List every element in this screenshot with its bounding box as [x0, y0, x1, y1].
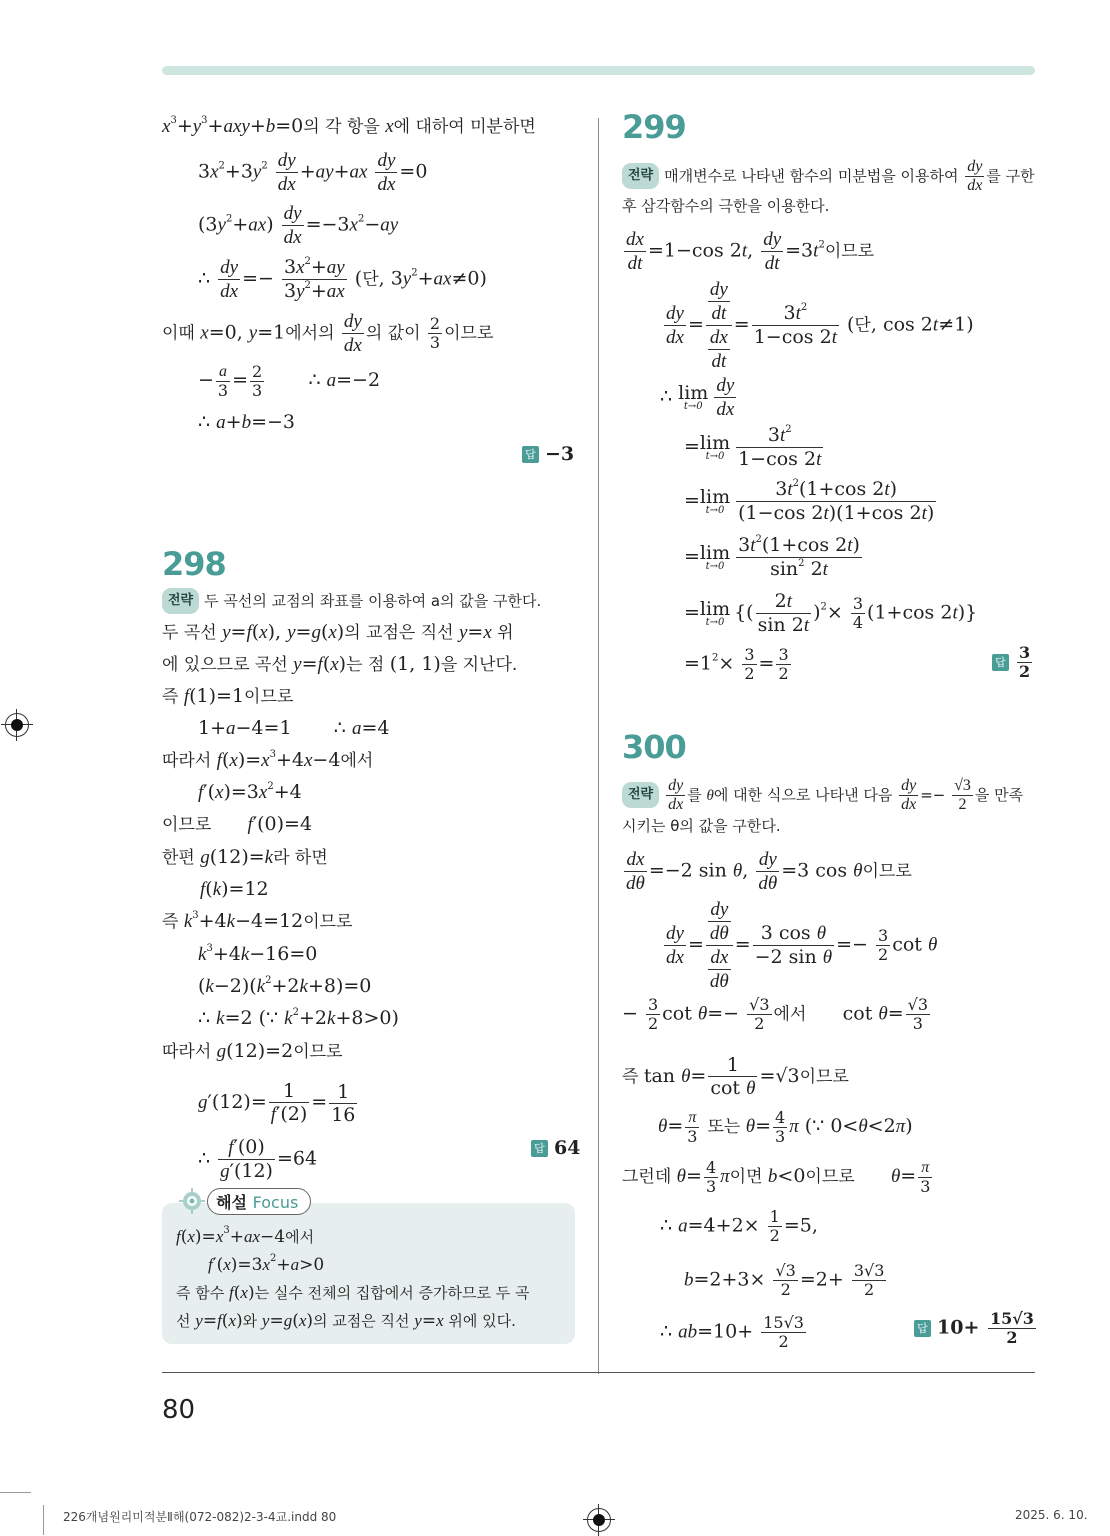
p298-line-11: $k^3+4k-16=0$ [198, 943, 318, 965]
cont-line-7: ∴ a+b=−3 [198, 411, 295, 433]
cont-line-4: ∴ $\frac{dy}{dx}$ =− $\frac{3x^2+ay}{3y^2+ax}$ (단, $3y^2+ax\ne 0$) [198, 256, 487, 302]
strategy-299-line-1: 전략 매개변수로 나타낸 함수의 미분법을 이용하여 $\frac{dy}{dx}$ 를 구한 [622, 158, 1035, 195]
focus-header [178, 1187, 311, 1215]
p298-line-1: 두 곡선 y=f(x), y=g(x)의 교점은 직선 y=x 위 [162, 621, 514, 643]
p299-line-1: $\frac{dx}{dt}$ =1−cos 2t, $\frac{dy}{dt}$ $=3t^2$이므로 [626, 229, 875, 274]
focus-box [162, 1203, 575, 1344]
p299-line-3: ∴ lim t→0 $\frac{dy}{dx}$ [660, 375, 735, 420]
strategy-298: 전략 두 곡선의 교점의 좌표를 이용하여 a의 값을 구한다. [162, 588, 541, 614]
answer-297: 답 −3 [522, 443, 574, 465]
problem-number-300: 300 [622, 728, 686, 766]
p299-line-5: =lim t→0 $\frac{3t^2(1+\cos 2t)}{(1-\cos 2t)(1+\cos 2t)}$ [684, 478, 935, 524]
p300-line-4: 즉 tan θ= $\frac{1}{\text{cot θ}}$ =√3이므로 [622, 1054, 849, 1099]
strategy-299-line-2: 후 삼각함수의 극한을 이용한다. [622, 197, 830, 215]
strategy-tag: 전략 [622, 782, 659, 808]
registration-mark-icon [5, 713, 29, 737]
cont-line-6: − $\frac{a}{3}$ = $\frac{2}{3}$ ∴ a=−2 [198, 361, 381, 400]
p300-line-9: ∴ ab=10+ $\frac{15√3}{2}$ [660, 1313, 804, 1351]
p300-line-2: $\frac{dy}{dx}$ = $\frac{\frac{dy}{d\theta}}{\frac{dx}{d\theta}}$ = $\frac{\text{3 cos θ}}{\text{−2 sin θ}}$ =− $\frac{3}{2}$ cot θ [666, 899, 938, 992]
p299-line-4: =lim t→0 $\frac{3t^2}{1-\cos 2t}$ [684, 424, 822, 470]
page-number: 80 [162, 1395, 196, 1425]
p298-line-14: 따라서 g(12)=2이므로 [162, 1040, 343, 1062]
p298-line-4: 1+a−4=1 ∴ a=4 [198, 717, 390, 739]
p299-line-8: $=1^2\times$ $\frac{3}{2}$ = $\frac{3}{2}$ [684, 645, 789, 683]
p299-line-6: =lim t→0 $\frac{3t^2(1+\cos 2t)}{\sin^2 2t}$ [684, 534, 860, 580]
cont-line-5: 이때 x=0, y=1에서의 $\frac{dy}{dx}$ 의 값이 $\frac{2}{3}$ 이므로 [162, 311, 494, 356]
p300-line-3: − $\frac{3}{2}$ cot θ=− $\frac{√3}{2}$ 에서 cot θ= $\frac{√3}{3}$ [622, 995, 929, 1033]
answer-label-icon: 답 [914, 1320, 931, 1337]
p298-line-10: 즉 $k^3+4k-4=12$이므로 [162, 910, 353, 932]
p300-line-1: $\frac{dx}{d\theta}$ =−2 sin θ, $\frac{dy}{d\theta}$ =3 cos θ이므로 [626, 849, 912, 894]
focus-title: 해설 Focus [207, 1188, 311, 1215]
answer-label-icon: 답 [531, 1140, 548, 1157]
p300-line-8: b=2+3× $\frac{√3}{2}$ =2+ $\frac{3√3}{2}$ [684, 1261, 885, 1299]
column-divider [598, 118, 599, 1374]
target-icon [178, 1187, 206, 1215]
problem-number-298: 298 [162, 545, 226, 583]
problem-number-299: 299 [622, 108, 686, 146]
p300-line-5: θ= $\frac{\pi}{3}$ 또는 θ= $\frac{4}{3}$ π (∵ 0<θ<2π) [658, 1107, 913, 1146]
cont-line-3: $(3y^2+ax)$ $\frac{dy}{dx}$ $=-3x^2-ay$ [198, 203, 399, 248]
strategy-300-line-2: 시키는 θ의 값을 구한다. [622, 817, 781, 835]
header-bar [162, 66, 1035, 75]
footer-filename: 226개념원리미적분Ⅱ해(072-082)2-3-4교.indd 80 [63, 1510, 337, 1524]
p298-line-7: 이므로 f′(0)=4 [162, 813, 313, 835]
strategy-300-line-1: 전략 $\frac{dy}{dx}$ 를 θ에 대한 식으로 나타낸 다음 $\frac{dy}{dx}$ =− $\frac{√3}{2}$ 을 만족 [622, 777, 1023, 814]
p299-line-2: $\frac{dy}{dx}$ = $\frac{\frac{dy}{dt}}{\frac{dx}{dt}}$ = $\frac{3t^2}{1-\cos 2t}$ (단, cos 2t≠1) [666, 279, 974, 372]
cont-line-1: $x^3+y^3+axy+b=0$의 각 항을 x에 대하여 미분하면 [162, 115, 536, 137]
p299-line-7: =lim t→0 {( $\frac{2t}{\sin 2t}$ )$^2$× $\frac{3}{4}$ (1+cos 2t)} [684, 590, 978, 636]
strategy-tag: 전략 [162, 588, 199, 614]
crop-mark [43, 1505, 44, 1535]
crop-mark [0, 1492, 31, 1493]
p298-line-6: $f'(x)=3x^2+4$ [198, 781, 302, 803]
p298-line-9: f(k)=12 [200, 878, 269, 900]
answer-298: 답 64 [531, 1137, 580, 1159]
bottom-divider [162, 1372, 1035, 1373]
answer-label-icon: 답 [522, 446, 539, 463]
answer-299: 답 $\frac{3}{2}$ [992, 644, 1034, 681]
p298-line-5: 따라서 $f(x)=x^3+4x-4$에서 [162, 749, 374, 771]
p298-line-15: g′(12)= $\frac{1}{f'(2)}$ = $\frac{1}{16}$ [198, 1080, 356, 1126]
p298-line-12: $(k-2)(k^2+2k+8)=0$ [198, 975, 372, 997]
footer-date: 2025. 6. 10. [1015, 1508, 1088, 1522]
focus-line-2: $f'(x)=3x^2+a>0$ [208, 1253, 325, 1275]
registration-mark-icon [587, 1508, 611, 1532]
p298-line-8: 한편 g(12)=k라 하면 [162, 846, 328, 868]
focus-line-1: $f(x)=x^3+ax-4$에서 [176, 1225, 315, 1247]
p298-line-13: ∴ k=2 (∵ $k^2+2k+8>0$) [198, 1007, 399, 1029]
p298-line-16: ∴ $\frac{f'(0)}{g'(12)}$ =64 [198, 1136, 318, 1182]
p298-line-2: 에 있으므로 곡선 y=f(x)는 점 (1, 1)을 지난다. [162, 653, 518, 675]
answer-300: 답 10+ $\frac{15√3}{2}$ [914, 1310, 1038, 1347]
focus-line-3: 즉 함수 f(x)는 실수 전체의 집합에서 증가하므로 두 곡 [176, 1283, 530, 1303]
answer-label-icon: 답 [992, 654, 1009, 671]
strategy-tag: 전략 [622, 163, 659, 189]
p300-line-7: ∴ a=4+2× $\frac{1}{2}$ =5, [660, 1207, 818, 1245]
p298-line-3: 즉 f(1)=1이므로 [162, 685, 294, 707]
focus-line-4: 선 y=f(x)와 y=g(x)의 교점은 직선 y=x 위에 있다. [176, 1311, 516, 1331]
cont-line-2: $3x^2+3y^2$ $\frac{dy}{dx}$ +ay+ax $\frac{dy}{dx}$ =0 [198, 150, 428, 195]
p300-line-6: 그런데 θ= $\frac{4}{3}$ π이면 b<0이므로 θ= $\frac{\pi}{3}$ [622, 1157, 931, 1196]
